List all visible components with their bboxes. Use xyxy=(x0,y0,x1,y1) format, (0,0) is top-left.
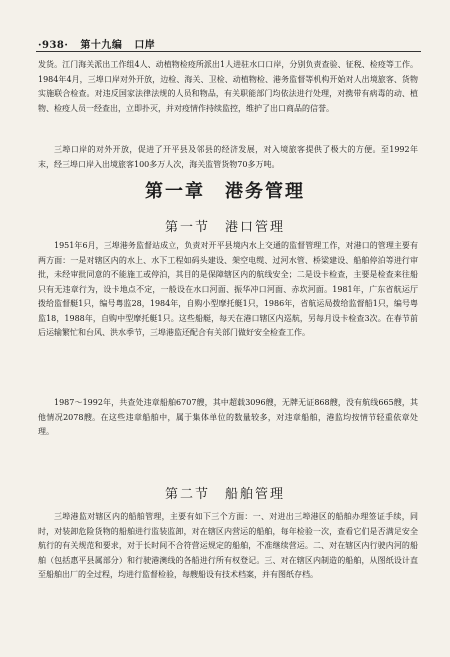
intro-paragraph-2: 三埠口岸的对外开放，促进了开平县及邻县的经济发展，对入境旅客提供了极大的方便。至1992年末，经三埠口岸入出境旅客100多万人次，海关监管货物70多万吨。 xyxy=(38,145,418,169)
section-1-paragraph-1: 1951年6月，三埠港务监督站成立，负责对开平县境内水上交通的监督管理工作，对港口的管理主要有两方面：一是对辖区内的水上、水下工程如码头建设、架空电缆、过河水管、桥梁建设、船舶停泊等进行审批，未经审批同意的不能施工或停泊，其目的是保障辖区内的航线安全；二是设卡检查，主要是检查来往船只有无违章行为，设卡地点不定，一般设在水口河面、振华冲口河面、赤坎河面。1981年，广东省航运厅拨给监督艇1只，编号粤监28，1984年，自购小型摩托艇1只，1986年，省航运局拨给监督船1只，编号粤监18，1988年，自购中型摩托艇1只。这些船艇，每天在港口辖区内巡航，另每月设卡检查3次。在春节前后运输繁忙和台风、洪水季节，三埠港监还配合有关部门做好安全检查工作。 xyxy=(38,241,418,337)
section-2-paragraph-1: 三埠港监对辖区内的船舶管理，主要有如下三个方面：一、对进出三埠港区的船舶办理签证手续，同时，对装卸危险货物的船舶进行监装监卸，对在辖区内营运的船舶，每年检验一次，查看它们是否满足安全航行的有关规范和要求，对于长时间不合符营运规定的船舶，不准继续营运。二、对在辖区内行驶内河的船舶（包括惠平县属部分）和行驶港澳线的各船进行所有权登记。三、对在辖区内制造的船舶，从图纸设计直至船舶出厂的全过程，均进行监督检验，每艘船设有技术档案，并有图纸存档。 xyxy=(38,512,418,579)
intro-paragraph-1: 发货。江门海关派出工作组4人、动植物检疫所派出1人进驻水口口岸，分别负责查验、征税、检疫等工作。1984年4月，三埠口岸对外开放，边检、海关、卫检、动植物检、港务监督等机构开始对人出境旅客、货物实施联合检查。对违反国家法律法规的人员和物品，有关职能部门均依法进行处理，对携带有病毒的动、植物、检疫人员一经查出，立即扑灭，并对疫情作持续监控，维护了出口商品的信誉。 xyxy=(38,60,418,113)
section-2-title: 第二节 船舶管理 xyxy=(164,487,285,502)
part-label: 第十九编 xyxy=(80,40,123,51)
page-number: ·938· xyxy=(38,40,69,51)
header-rule xyxy=(36,51,421,52)
section-1-title: 第一节 港口管理 xyxy=(164,220,285,235)
page-header xyxy=(38,36,418,51)
part-title: 口岸 xyxy=(134,40,156,51)
chapter-title: 第一章 港务管理 xyxy=(145,181,305,202)
section-1-paragraph-2: 1987～1992年，共查处违章船舶6707艘，其中超载3096艘，无牌无证868艘，没有航线665艘，其他情况2078艘。在这些违章船舶中，属于集体单位的数量较多，对违章船舶，港监均按情节轻重依章处理。 xyxy=(38,398,418,436)
